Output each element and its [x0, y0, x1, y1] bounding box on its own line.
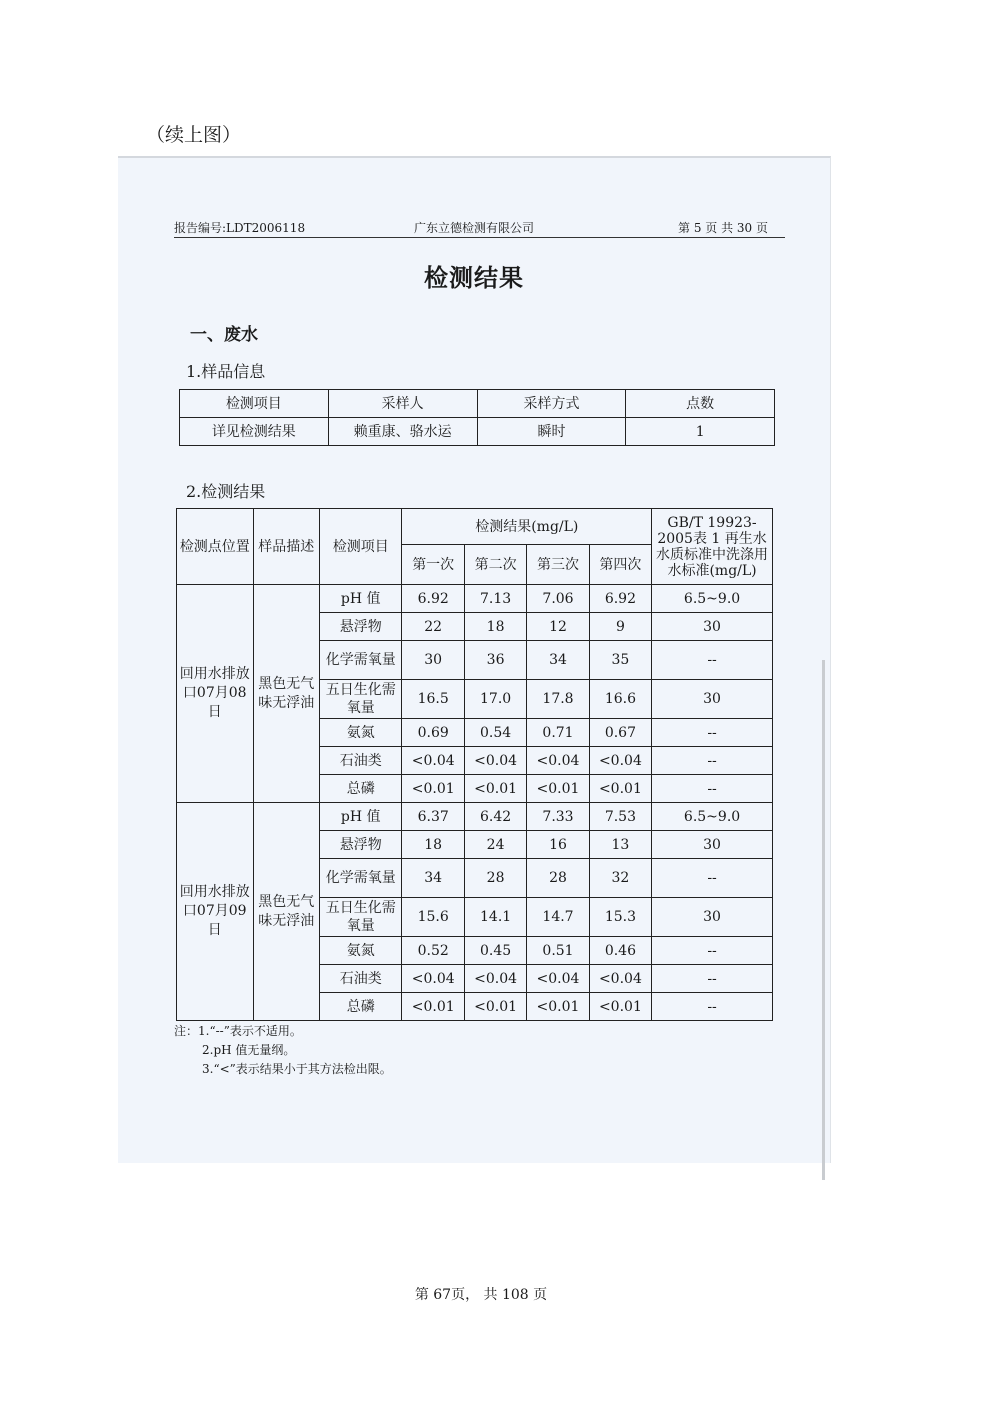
- info-cell: 瞬时: [477, 418, 626, 446]
- info-cell: 详见检测结果: [180, 418, 329, 446]
- value-cell: 28: [527, 859, 589, 898]
- value-cell: 12: [527, 613, 589, 641]
- standard-cell: --: [652, 965, 773, 993]
- value-cell: 14.7: [527, 898, 589, 937]
- info-cell: 1: [626, 418, 775, 446]
- note-line: 3.“<”表示结果小于其方法检出限。: [202, 1062, 392, 1076]
- value-cell: 6.37: [402, 803, 464, 831]
- item-cell: 五日生化需氧量: [319, 898, 402, 937]
- standard-cell: 30: [652, 831, 773, 859]
- value-cell: 15.6: [402, 898, 464, 937]
- standard-cell: 6.5~9.0: [652, 803, 773, 831]
- sample-info-table: [179, 389, 775, 446]
- item-cell: pH 值: [319, 803, 402, 831]
- item-header: 检测项目: [319, 509, 402, 585]
- run-header: 第二次: [464, 545, 526, 585]
- report-title: 检测结果: [424, 263, 524, 292]
- item-cell: pH 值: [319, 585, 402, 613]
- value-cell: 24: [464, 831, 526, 859]
- header-cell: 采样方式: [477, 390, 626, 418]
- description-header: 样品描述: [253, 509, 319, 585]
- value-cell: 15.3: [589, 898, 651, 937]
- notes: [174, 1022, 392, 1079]
- value-cell: 0.52: [402, 937, 464, 965]
- description-cell: 黑色无气味无浮油: [253, 803, 319, 1021]
- section-heading: 一、废水: [190, 325, 258, 345]
- item-cell: 氨氮: [319, 937, 402, 965]
- value-cell: <0.01: [402, 993, 464, 1021]
- results-header-row: [177, 509, 773, 545]
- item-cell: 总磷: [319, 775, 402, 803]
- header-cell: 检测项目: [180, 390, 329, 418]
- location-cell: 回用水排放口07月09日: [177, 803, 254, 1021]
- value-cell: 13: [589, 831, 651, 859]
- value-cell: <0.04: [402, 747, 464, 775]
- report-page-number: 第 5 页 共 30 页: [678, 221, 768, 235]
- value-cell: 0.67: [589, 719, 651, 747]
- standard-cell: --: [652, 719, 773, 747]
- value-cell: 18: [402, 831, 464, 859]
- value-cell: <0.04: [464, 747, 526, 775]
- value-cell: <0.01: [402, 775, 464, 803]
- item-cell: 化学需氧量: [319, 859, 402, 898]
- value-cell: <0.01: [464, 775, 526, 803]
- value-cell: 7.13: [464, 585, 526, 613]
- value-cell: 34: [402, 859, 464, 898]
- header-cell: 点数: [626, 390, 775, 418]
- value-cell: 0.69: [402, 719, 464, 747]
- value-cell: 7.33: [527, 803, 589, 831]
- value-cell: <0.04: [527, 965, 589, 993]
- standard-cell: --: [652, 775, 773, 803]
- value-cell: 28: [464, 859, 526, 898]
- value-cell: 9: [589, 613, 651, 641]
- standard-cell: --: [652, 859, 773, 898]
- note-line: 注：1.“--”表示不适用。: [174, 1024, 302, 1038]
- value-cell: 6.92: [402, 585, 464, 613]
- scan-edge-shadow: [822, 660, 825, 1180]
- company-name: 广东立德检测有限公司: [414, 221, 535, 235]
- standard-cell: 30: [652, 898, 773, 937]
- standard-cell: 6.5~9.0: [652, 585, 773, 613]
- value-cell: <0.01: [589, 775, 651, 803]
- standard-header: GB/T 19923-2005表 1 再生水水质标准中洗涤用水标准(mg/L): [652, 509, 773, 585]
- results-heading: 2.检测结果: [186, 482, 266, 501]
- result-header: 检测结果(mg/L): [402, 509, 652, 545]
- value-cell: 36: [464, 641, 526, 680]
- item-cell: 氨氮: [319, 719, 402, 747]
- value-cell: 7.53: [589, 803, 651, 831]
- run-header: 第一次: [402, 545, 464, 585]
- standard-cell: --: [652, 641, 773, 680]
- value-cell: 7.06: [527, 585, 589, 613]
- location-header: 检测点位置: [177, 509, 254, 585]
- item-cell: 石油类: [319, 747, 402, 775]
- value-cell: 0.54: [464, 719, 526, 747]
- standard-cell: 30: [652, 613, 773, 641]
- value-cell: 0.45: [464, 937, 526, 965]
- description-cell: 黑色无气味无浮油: [253, 585, 319, 803]
- value-cell: 0.46: [589, 937, 651, 965]
- value-cell: 0.71: [527, 719, 589, 747]
- value-cell: <0.04: [589, 747, 651, 775]
- value-cell: 6.42: [464, 803, 526, 831]
- value-cell: <0.01: [464, 993, 526, 1021]
- info-cell: 赖重康、骆水运: [328, 418, 477, 446]
- standard-cell: --: [652, 937, 773, 965]
- value-cell: <0.04: [527, 747, 589, 775]
- item-cell: 化学需氧量: [319, 641, 402, 680]
- value-cell: 34: [527, 641, 589, 680]
- header-divider: [174, 237, 785, 238]
- location-cell: 回用水排放口07月08日: [177, 585, 254, 803]
- header-cell: 采样人: [328, 390, 477, 418]
- standard-cell: 30: [652, 680, 773, 719]
- item-cell: 悬浮物: [319, 613, 402, 641]
- page-footer: 第 67页， 共 108 页: [414, 1287, 548, 1303]
- value-cell: 18: [464, 613, 526, 641]
- value-cell: <0.04: [589, 965, 651, 993]
- value-cell: 16.5: [402, 680, 464, 719]
- item-cell: 悬浮物: [319, 831, 402, 859]
- value-cell: <0.01: [527, 993, 589, 1021]
- item-cell: 总磷: [319, 993, 402, 1021]
- value-cell: <0.04: [464, 965, 526, 993]
- value-cell: 30: [402, 641, 464, 680]
- value-cell: 6.92: [589, 585, 651, 613]
- value-cell: <0.01: [589, 993, 651, 1021]
- sample-info-heading: 1.样品信息: [186, 362, 266, 381]
- run-header: 第四次: [589, 545, 651, 585]
- note-line: 2.pH 值无量纲。: [202, 1043, 296, 1057]
- value-cell: 0.51: [527, 937, 589, 965]
- standard-cell: --: [652, 747, 773, 775]
- run-header: 第三次: [527, 545, 589, 585]
- value-cell: 22: [402, 613, 464, 641]
- scanned-report-page: [118, 156, 831, 1163]
- value-cell: 32: [589, 859, 651, 898]
- value-cell: 14.1: [464, 898, 526, 937]
- value-cell: <0.04: [402, 965, 464, 993]
- value-cell: <0.01: [527, 775, 589, 803]
- value-cell: 17.0: [464, 680, 526, 719]
- value-cell: 17.8: [527, 680, 589, 719]
- sample-info-header-row: [180, 390, 775, 418]
- value-cell: 16.6: [589, 680, 651, 719]
- value-cell: 35: [589, 641, 651, 680]
- standard-cell: --: [652, 993, 773, 1021]
- item-cell: 石油类: [319, 965, 402, 993]
- continuation-caption: （续上图）: [146, 124, 242, 146]
- table-row: [177, 803, 773, 831]
- report-number: 报告编号:LDT2006118: [174, 221, 306, 235]
- table-row: [177, 585, 773, 613]
- sample-info-row: [180, 418, 775, 446]
- item-cell: 五日生化需氧量: [319, 680, 402, 719]
- results-table: [176, 508, 773, 1021]
- value-cell: 16: [527, 831, 589, 859]
